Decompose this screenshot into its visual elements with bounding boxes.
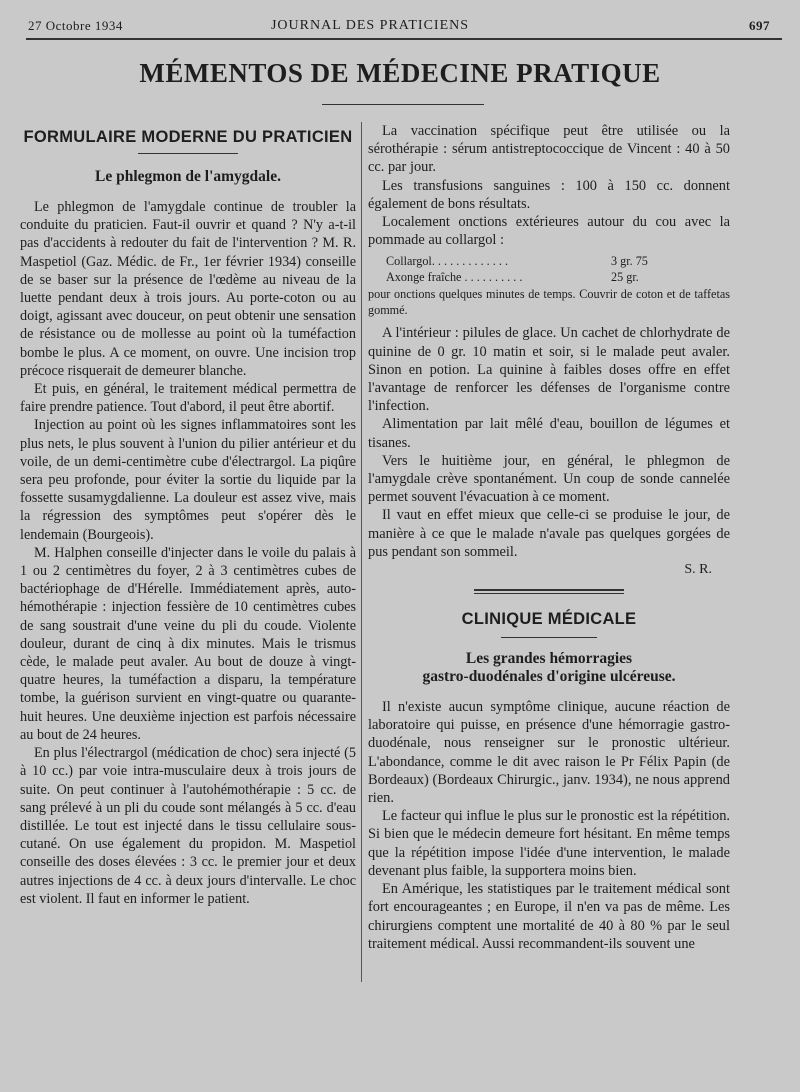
article-title-line: Les grandes hémorragies <box>465 650 633 668</box>
article-title-line: gastro-duodénales d'origine ulcéreuse. <box>422 668 676 686</box>
ingredient-quantity: 3 gr. 75 <box>611 254 648 269</box>
paragraph: Injection au point où les signes inflammatoires sont les plus nets, le plus souvent à l'union du pilier antérieur et du voile, de un demi-centimètre cube d'électrargol. La piqûre sera peu profonde, pour éviter la sortie du liquide par la fossette susamygdalienne. La douleur est assez vive, mais la régression des symptômes peut s'opérer dès le lendemain (Bourgeois). <box>20 417 356 543</box>
header-rule <box>26 38 782 40</box>
paragraph: Localement onctions extérieures autour du cou avec la pommade au collargol : <box>368 214 730 249</box>
paragraph: Alimentation par lait mêlé d'eau, bouillon de légumes et tisanes. <box>368 416 730 451</box>
prescription-formula <box>368 253 730 285</box>
ingredient-quantity: 25 gr. <box>611 270 639 285</box>
running-head <box>28 18 770 40</box>
paragraph: La vaccination spécifique peut être utilisée ou la sérothérapie : sérum antistreptococcique de Vincent : 40 à 50 cc. par jour. <box>368 123 730 176</box>
paragraph: En plus l'électrargol (médication de choc) sera injecté (5 à 10 cc.) par voie intra-musculaire deux à trois jours de suite. On peut continuer à l'autohémothérapie : 5 cc. de sang prélevé à un pli du coude sont mélangés à 5 cc. d'eau distillée. Le tout est injecté dans le tissu cellulaire sous-cutané. On use également du propidon. M. Maspetiol conseille des doses élevées : 3 cc. le premier jour et deux autres injections de 4 cc. à deux jours d'intervalle. Le choc est violent. Il faut en informer le patient. <box>20 745 356 907</box>
paragraph: M. Halphen conseille d'injecter dans le voile du palais à 1 ou 2 centimètres du foyer, 2 à 3 centimètres cubes de bactériophage de d'Hérelle. Immédiatement après, auto-hémothérapie : injection fessière de 10 centimètres cubes de sang soustrait d'une veine du pli du coude. Violente douleur, durant de cinq à dix minutes. Mais le trismus cède, le malade peut avaler. Au bout de douze à vingt-quatre heures, la tuméfaction a disparu, la température tombe, la guérison survient en vingt-quatre ou quarante-huit heures. Une deuxième injection est parfois nécessaire au bout de 24 heures. <box>20 544 356 743</box>
right-column <box>368 122 730 953</box>
paragraph: Il vaut en effet mieux que celle-ci se produise le jour, de manière à ce que le malade n'avale pas quelques gorgées de pus pendant son sommeil. <box>368 507 730 560</box>
article-title-phlegmon: Le phlegmon de l'amygdale. <box>94 168 281 185</box>
page-number: 697 <box>749 18 770 33</box>
article-title-hemorragies <box>368 650 730 686</box>
section-heading-formulaire: FORMULAIRE MODERNE DU PRATICIEN <box>23 128 353 146</box>
paragraph: A l'intérieur : pilules de glace. Un cachet de chlorhydrate de quinine de 0 gr. 10 matin et soir, si le malade peut avaler. Sinon en potion. La quinine à faibles doses offre en effet l'avantage de renforcer les défenses de l'organisme contre l'infection. <box>368 325 730 415</box>
author-signature: S. R. <box>684 562 712 578</box>
formula-row <box>368 269 730 285</box>
paragraph: Les transfusions sanguines : 100 à 150 cc. donnent également de bons résultats. <box>368 177 730 212</box>
section-heading-clinique: CLINIQUE MÉDICALE <box>461 610 637 629</box>
paragraph: En Amérique, les statistiques par le traitement médical sont fort encourageantes ; en Europe, il n'en va pas de même. Les chirurgiens comptent une mortalité de 40 à 80 % par le seul traitement médical. Aussi recommandent-ils souvent une <box>368 881 730 952</box>
journal-name: JOURNAL DES PRATICIENS <box>270 18 470 33</box>
section-separator <box>474 589 624 594</box>
section-rule <box>501 637 597 638</box>
column-divider <box>361 122 362 982</box>
page-title: MÉMENTOS DE MÉDECINE PRATIQUE <box>139 58 661 88</box>
paragraph: Le phlegmon de l'amygdale continue de troubler la conduite du praticien. Faut-il ouvrir et quand ? N'y a-t-il pas d'accidents à redouter du fait de l'intervention ? M. R. Maspetiol (Gaz. Médic. de Fr., 1er février 1934) conseille de se baser sur la présence de l'œdème au niveau de la luette pendant deux à trois jours. Au porte-coton ou au doigt, agissant avec douceur, on peut obtenir une sensation de résistance ou de mollesse au point où la tuméfaction bombe le plus. A ce moment, on ouvre. Une incision trop précoce risquerait de demeurer blanche. <box>20 199 356 379</box>
formula-note: pour onctions quelques minutes de temps. Couvrir de coton et de taffetas gommé. <box>368 287 730 317</box>
paragraph: Il n'existe aucun symptôme clinique, aucune réaction de laboratoire qui puisse, en présence d'une hémorragie gastro-duodénale, nous renseigner sur le pronostic ultérieur. L'abondance, comme le dit avec raison le Pr Félix Papin (de Bordeaux) (Bordeaux Chirurgic., janv. 1934), ne nous apprend rien. <box>368 699 730 807</box>
paragraph: Le facteur qui influe le plus sur le pronostic est la répétition. Si bien que le médecin demeure fort hésitant. En même temps que la répétition impose l'idée d'une intervention, le malade devenant plus faible, la supportera moins bien. <box>368 808 730 879</box>
title-rule <box>322 104 484 105</box>
paragraph: Vers le huitième jour, en général, le phlegmon de l'amygdale crève spontanément. Un coup de sonde cannelée permet souvent l'évacuation à ce moment. <box>368 452 730 506</box>
ingredient-name: Axonge fraîche . . . . . . . . . . <box>386 270 523 285</box>
ingredient-name: Collargol. . . . . . . . . . . . . <box>386 254 508 269</box>
formula-row <box>368 253 730 269</box>
section-rule <box>138 153 238 154</box>
paragraph: Et puis, en général, le traitement médical permettra de faire prendre patience. Tout d'abord, il peut être abortif. <box>20 381 356 416</box>
left-column <box>20 120 356 908</box>
issue-date: 27 Octobre 1934 <box>28 18 123 33</box>
